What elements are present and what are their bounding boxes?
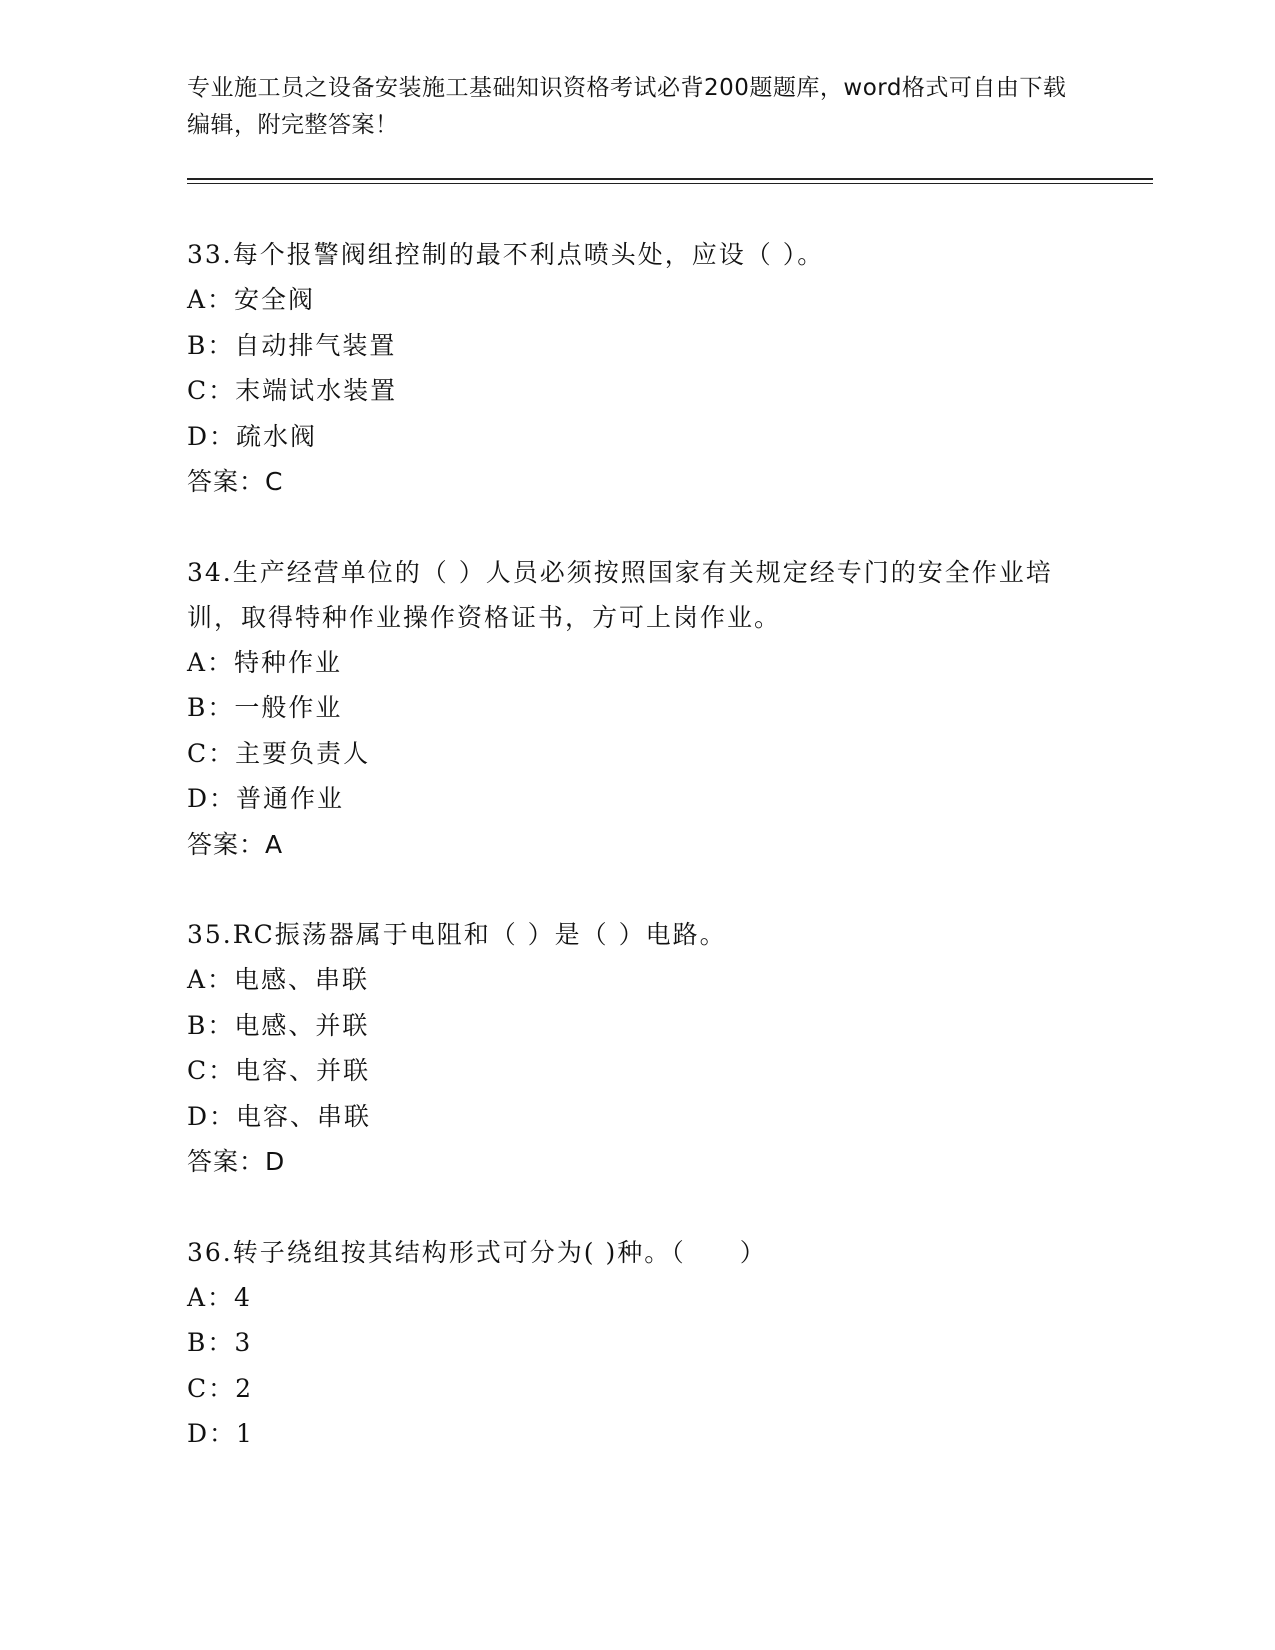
spacer (187, 1185, 1067, 1230)
question-34 (187, 550, 1067, 868)
question-35 (187, 912, 1067, 1185)
option-c: C：电容、并联 (187, 1056, 371, 1085)
header-divider-thin (187, 183, 1153, 184)
option-b: B：电感、并联 (187, 1010, 370, 1040)
option-d: D：普通作业 (187, 784, 345, 813)
answer: 答案：A (187, 829, 284, 859)
option-c: C：2 (187, 1373, 254, 1403)
option-a: A：4 (187, 1282, 252, 1312)
option-a: A：安全阀 (187, 285, 316, 314)
option-a: A：特种作业 (187, 647, 343, 677)
option-b: B：自动排气装置 (187, 330, 397, 360)
answer: 答案：C (187, 467, 284, 496)
option-d: D：电容、串联 (187, 1101, 372, 1131)
question-stem: 36.转子绕组按其结构形式可分为( )种。（ ） (187, 1237, 767, 1267)
question-33 (187, 232, 1067, 505)
option-b: B：一般作业 (187, 693, 343, 722)
option-a: A：电感、串联 (187, 965, 370, 994)
document-header: 专业施工员之设备安装施工基础知识资格考试必背200题题库，word格式可自由下载编辑，附完整答案！ (187, 75, 1067, 138)
option-b: B：3 (187, 1328, 253, 1357)
option-c: C：末端试水装置 (187, 376, 398, 405)
answer: 答案：D (187, 1147, 286, 1176)
option-d: D：疏水阀 (187, 421, 318, 451)
header-divider-thick (187, 178, 1153, 180)
question-stem: 34.生产经营单位的（ ）人员必须按照国家有关规定经专门的安全作业培训，取得特种作业操作资格证书，方可上岗作业。 (187, 557, 1053, 632)
option-c: C：主要负责人 (187, 738, 371, 768)
question-stem: 35.RC振荡器属于电阻和（ ）是（ ）电路。 (187, 920, 727, 949)
option-d: D：1 (187, 1419, 254, 1448)
question-list (187, 232, 1067, 1457)
question-36 (187, 1230, 1067, 1457)
spacer (187, 505, 1067, 550)
spacer (187, 867, 1067, 912)
question-stem: 33.每个报警阀组控制的最不利点喷头处，应设（ ）。 (187, 240, 825, 269)
